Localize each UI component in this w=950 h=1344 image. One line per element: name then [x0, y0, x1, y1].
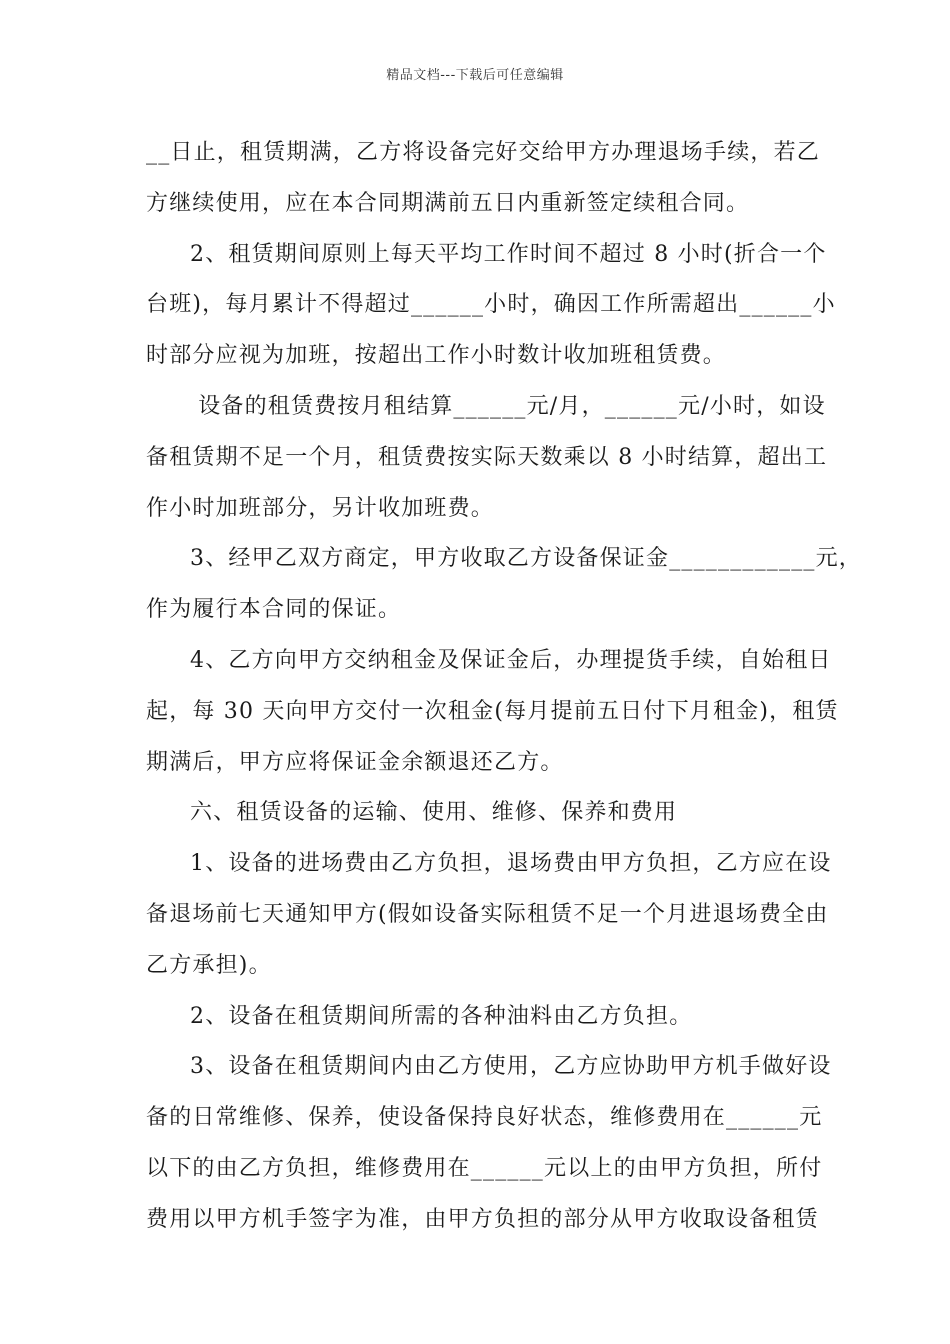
text-line: 设备的租赁费按月租结算______元/月，______元/小时，如设: [190, 393, 826, 419]
text-line: 费用以甲方机手签字为准，由甲方负担的部分从甲方收取设备租赁: [146, 1206, 819, 1232]
text-line: 1、设备的进场费由乙方负担，退场费由甲方负担，乙方应在设: [190, 851, 832, 877]
text-line: 方继续使用，应在本合同期满前五日内重新签定续租合同。: [146, 190, 750, 216]
text-line: 以下的由乙方负担，维修费用在______元以上的由甲方负担，所付: [146, 1155, 823, 1181]
text-line: 起，每 30 天向甲方交付一次租金(每月提前五日付下月租金)，租赁: [146, 698, 839, 724]
text-line: 作小时加班部分，另计收加班费。: [146, 495, 495, 521]
text-line: 备退场前七天通知甲方(假如设备实际租赁不足一个月进退场费全由: [146, 901, 829, 927]
section-heading: 六、租赁设备的运输、使用、维修、保养和费用: [190, 800, 678, 826]
text-line: 3、经甲乙双方商定，甲方收取乙方设备保证金____________元，: [190, 546, 862, 572]
text-line: 作为履行本合同的保证。: [146, 597, 402, 623]
text-line: 3、设备在租赁期间内由乙方使用，乙方应协助甲方机手做好设: [190, 1054, 832, 1080]
document-body: [146, 128, 862, 1246]
text-line: 时部分应视为加班，按超出工作小时数计收加班租赁费。: [146, 343, 727, 369]
text-line: 备租赁期不足一个月，租赁费按实际天数乘以 8 小时结算，超出工: [146, 444, 828, 470]
page-header-watermark: 精品文档---下载后可任意编辑: [386, 68, 564, 83]
text-line: 台班)，每月累计不得超过______小时，确因工作所需超出______小: [146, 292, 836, 318]
text-line: 2、设备在租赁期间所需的各种油料由乙方负担。: [190, 1003, 693, 1029]
text-line: 期满后，甲方应将保证金余额退还乙方。: [146, 749, 564, 775]
text-line: __日止，租赁期满，乙方将设备完好交给甲方办理退场手续，若乙: [146, 140, 821, 165]
text-line: 备的日常维修、保养，使设备保持良好状态，维修费用在______元: [146, 1105, 823, 1131]
text-line: 2、租赁期间原则上每天平均工作时间不超过 8 小时(折合一个: [190, 241, 827, 267]
text-line: 4、乙方向甲方交纳租金及保证金后，办理提货手续，自始租日: [190, 647, 832, 673]
text-line: 乙方承担)。: [146, 952, 272, 978]
